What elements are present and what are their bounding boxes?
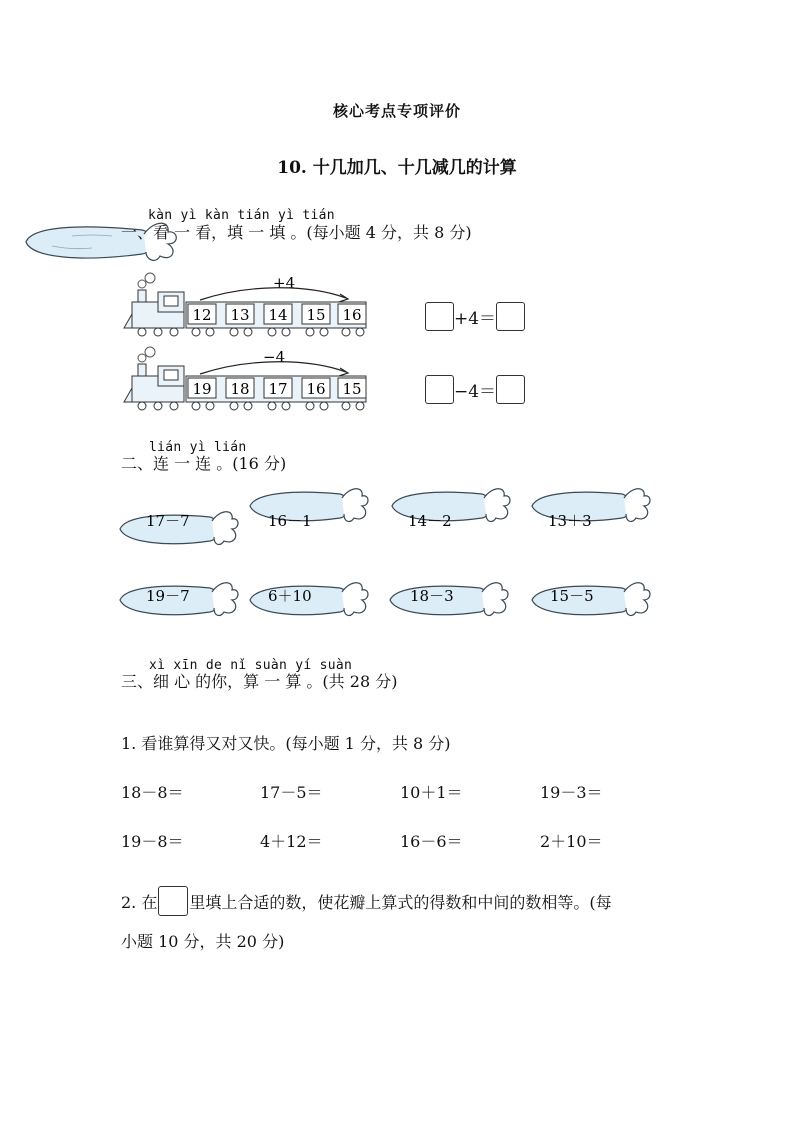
q2-text: 里填上合适的数，使花瓣上算式的得数和中间的数相等。(每 (189, 892, 612, 912)
q1-title: 1. 看谁算得又对又快。(每小题 1 分，共 8 分) (121, 734, 451, 753)
train2-arrow-label: −4 (263, 348, 286, 366)
equation-2-op: −4＝ (454, 382, 497, 402)
train2-car-2: 18 (230, 380, 250, 398)
carrot-card[interactable] (118, 576, 240, 620)
carrot-card[interactable] (530, 482, 652, 526)
section2-heading: 二、连 一 连 。(16 分) (121, 454, 287, 473)
carrot-label-4: 13＋3 (548, 512, 592, 526)
train1-car-5: 16 (342, 306, 362, 324)
train-illustration-1 (118, 270, 378, 338)
answer-box-2a[interactable] (425, 375, 454, 404)
carrot-card[interactable] (118, 505, 240, 549)
calc-7: 16－6＝ (400, 832, 463, 851)
carrot-label-3: 14－2 (408, 512, 452, 526)
q2-line-1 (121, 886, 612, 916)
carrot-label-5: 19－7 (146, 587, 190, 605)
carrot-card[interactable] (390, 482, 512, 526)
calc-5: 19－8＝ (121, 832, 184, 851)
carrot-card[interactable] (388, 576, 510, 620)
section2-pinyin: lián yì lián (149, 440, 247, 455)
calc-4: 19－3＝ (540, 783, 603, 802)
page-title: 核心考点专项评价 (332, 102, 461, 120)
equation-1 (425, 302, 525, 331)
train-illustration-2 (118, 344, 378, 412)
equation-1-op: +4＝ (454, 309, 497, 329)
carrot-label-6: 6＋10 (268, 587, 312, 605)
carrot-label-7: 18－3 (410, 587, 454, 605)
carrot-label-8: 15－5 (550, 587, 594, 605)
section3-heading: 三、细 心 的你，算 一 算 。(共 28 分) (121, 672, 398, 691)
carrot-label-2: 16－1 (268, 512, 312, 526)
section1-pinyin: kàn yì kàn tián yì tián (148, 208, 335, 223)
calc-2: 17－5＝ (260, 783, 323, 802)
calc-1: 18－8＝ (121, 783, 184, 802)
train2-car-5: 15 (342, 380, 362, 398)
carrot-card[interactable] (530, 576, 652, 620)
train2-car-4: 16 (306, 380, 326, 398)
answer-box-1a[interactable] (425, 302, 454, 331)
calc-6: 4＋12＝ (260, 832, 323, 851)
calc-8: 2＋10＝ (540, 832, 603, 851)
train2-car-1: 19 (192, 380, 212, 398)
carrot-card[interactable] (248, 482, 370, 526)
train2-car-3: 17 (268, 380, 288, 398)
calc-3: 10＋1＝ (400, 783, 463, 802)
inline-answer-box (158, 886, 188, 916)
answer-box-1b[interactable] (496, 302, 525, 331)
train1-arrow-label: +4 (273, 274, 296, 292)
train1-car-4: 15 (306, 306, 326, 324)
page-subtitle: 10. 十几加几、十几减几的计算 (277, 158, 517, 178)
train1-car-3: 14 (268, 306, 288, 324)
answer-box-2b[interactable] (496, 375, 525, 404)
carrot-card[interactable] (248, 576, 370, 620)
carrot-label-1: 17－7 (146, 512, 190, 530)
train1-car-1: 12 (192, 306, 212, 324)
equation-2 (425, 375, 525, 404)
q2-prefix: 2. 在 (121, 892, 158, 912)
section3-pinyin: xì xīn de nǐ suàn yí suàn (149, 658, 353, 673)
train1-car-2: 13 (230, 306, 250, 324)
section1-heading: 一、看 一 看，填 一 填 。(每小题 4 分，共 8 分) (121, 223, 472, 242)
q2-line-2: 小题 10 分，共 20 分) (121, 932, 285, 951)
